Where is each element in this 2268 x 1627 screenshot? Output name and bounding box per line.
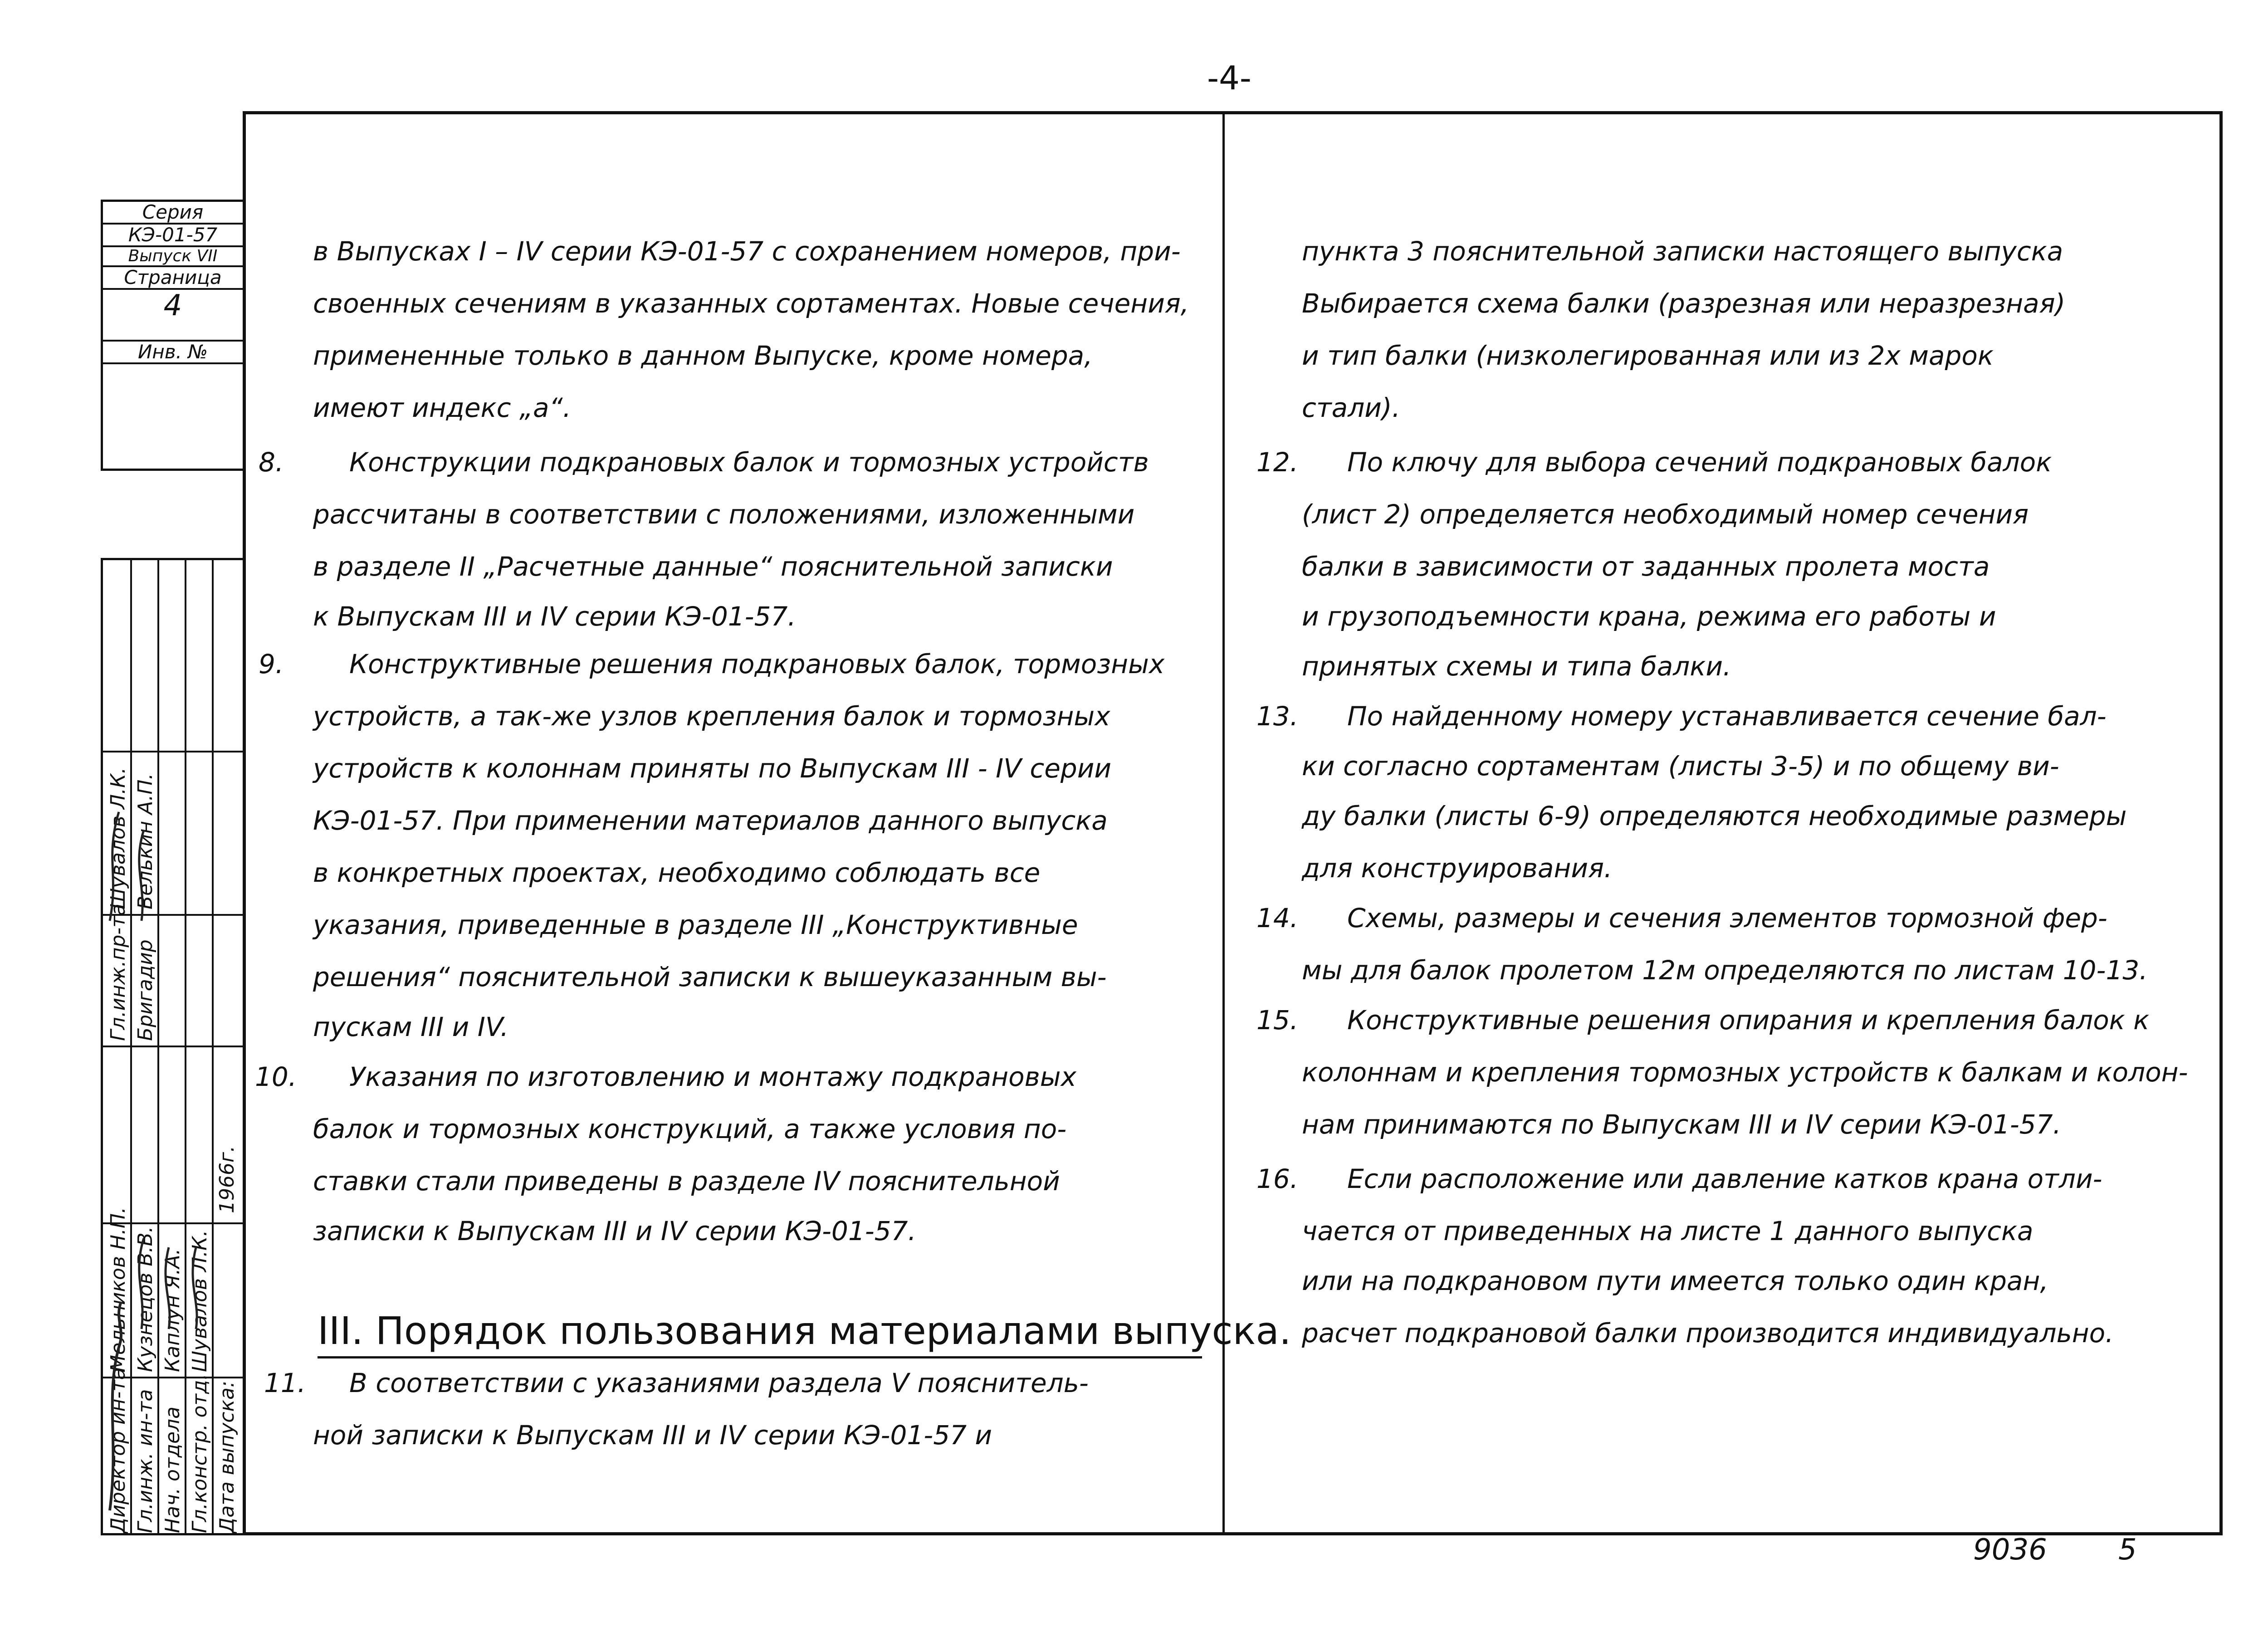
text-line: стали). (1302, 392, 1401, 423)
sheet-number: 5 (2118, 1533, 2137, 1567)
text-line: колоннам и крепления тормозных устройств к балкам и колон- (1302, 1057, 2188, 1088)
text-line: Конструктивные решения опирания и крепления балок к (1347, 1005, 2150, 1036)
stamp-upper-name: Шувалов Л.К. (107, 767, 130, 909)
text-line: для конструирования. (1302, 853, 1613, 884)
text-line: Указания по изготовлению и монтажу подкрановых (349, 1061, 1076, 1092)
signature-scribbles (101, 558, 243, 1535)
text-line: По ключу для выбора сечений подкрановых балок (1347, 447, 2052, 478)
text-line: ной записки к Выпускам III и IV серии КЭ-01-57 и (313, 1420, 992, 1451)
page-label: Страница (103, 267, 243, 290)
text-line: пускам III и IV. (313, 1011, 509, 1042)
item-number: 12. (1256, 447, 1299, 478)
text-line: Конструкции подкрановых балок и тормозных устройств (349, 447, 1149, 478)
stamp-role: Дата выпуска: (215, 1381, 239, 1533)
item-number: 15. (1256, 1005, 1299, 1036)
text-line: в конкретных проектах, необходимо соблюдать все (313, 857, 1041, 888)
text-line: пункта 3 пояснительной записки настоящего выпуска (1302, 236, 2063, 267)
text-line: По найденному номеру устанавливается сечение бал- (1347, 701, 2107, 732)
item-number: 13. (1256, 701, 1299, 732)
text-line: и грузоподъемности крана, режима его работы и (1302, 601, 1996, 632)
text-line: расчет подкрановой балки производится индивидуально. (1302, 1318, 2114, 1349)
page-value: 4 (103, 290, 243, 342)
text-line: ставки стали приведены в разделе IV пояснительной (313, 1166, 1060, 1197)
inventory-label: Инв. № (103, 342, 243, 364)
text-line: ки согласно сортаментам (листы 3-5) и по общему ви- (1302, 751, 2059, 782)
text-line: и тип балки (низколегированная или из 2х марок (1302, 340, 1994, 371)
text-line: решения“ пояснительной записки к вышеуказанным вы- (313, 962, 1107, 992)
stamp-role: Гл.констр. отд. (188, 1373, 211, 1533)
text-line: Если расположение или давление катков крана отли- (1347, 1163, 2102, 1194)
series-value: КЭ-01-57 (103, 225, 243, 247)
stamp-role: Гл.инж. ин-та (134, 1389, 157, 1533)
text-line: рассчитаны в соответствии с положениями, изложенными (313, 499, 1135, 530)
text-line: балок и тормозных конструкций, а также условия по- (313, 1114, 1067, 1144)
text-line: ду балки (листы 6-9) определяются необходимые размеры (1302, 801, 2127, 831)
item-number: 11. (264, 1368, 306, 1398)
text-line: Выбирается схема балки (разрезная или неразрезная) (1302, 288, 2066, 319)
text-line: (лист 2) определяется необходимый номер сечения (1302, 499, 2029, 530)
text-line: чается от приведенных на листе 1 данного выпуска (1302, 1216, 2033, 1246)
section-heading: III. Порядок пользования материалами выпуска. (318, 1309, 1291, 1353)
series-label: Серия (103, 202, 243, 225)
text-line: имеют индекс „а“. (313, 392, 572, 423)
stamp-name: Кузнецов В.В. (134, 1226, 157, 1372)
text-line: или на подкрановом пути имеется только один кран, (1302, 1265, 2048, 1296)
text-line: записки к Выпускам III и IV серии КЭ-01-57. (313, 1216, 916, 1246)
text-line: устройств к колоннам приняты по Выпускам III - IV серии (313, 753, 1112, 784)
text-line: в Выпусках I – IV серии КЭ-01-57 с сохранением номеров, при- (313, 236, 1181, 267)
issue-label: Выпуск VII (103, 247, 243, 267)
text-line: Конструктивные решения подкрановых балок, тормозных (349, 649, 1165, 679)
text-line: примененные только в данном Выпуске, кроме номера, (313, 340, 1093, 371)
heading-underline (318, 1356, 1202, 1358)
text-line: КЭ-01-57. При применении материалов данного выпуска (313, 805, 1108, 836)
text-line: принятых схемы и типа балки. (1302, 651, 1731, 682)
title-block-empty (103, 364, 243, 469)
text-line: балки в зависимости от заданных пролета моста (1302, 551, 1990, 582)
text-line: нам принимаются по Выпускам III и IV серии КЭ-01-57. (1302, 1109, 2062, 1140)
stamp-upper-name: Велькин А.П. (134, 773, 157, 909)
item-number: 10. (255, 1061, 297, 1092)
stamp-date: 1966г. (215, 1145, 239, 1213)
text-line: В соответствии с указаниями раздела V пояснитель- (349, 1368, 1089, 1398)
text-line: к Выпускам III и IV серии КЭ-01-57. (313, 601, 796, 632)
text-line: своенных сечениям в указанных сортаментах. Новые сечения, (313, 288, 1189, 319)
stamp-upper-role: Гл.инж.пр-та (107, 904, 130, 1041)
item-number: 9. (259, 649, 284, 679)
text-line: указания, приведенные в разделе III „Конструктивные (313, 909, 1078, 940)
stamp-role: Директор ин-та (107, 1368, 130, 1533)
item-number: 16. (1256, 1163, 1299, 1194)
text-line: устройств, а так-же узлов крепления балок и тормозных (313, 701, 1110, 732)
page-number-top: -4- (1207, 59, 1251, 97)
item-number: 14. (1256, 903, 1299, 933)
title-block (101, 200, 243, 471)
text-line: в разделе II „Расчетные данные“ пояснительной записки (313, 551, 1113, 582)
item-number: 8. (259, 447, 284, 478)
stamp-name: Мельников Н.П. (107, 1207, 130, 1372)
text-line: мы для балок пролетом 12м определяются по листам 10-13. (1302, 955, 2148, 986)
stamp-role: Нач. отдела (161, 1406, 184, 1533)
text-line: Схемы, размеры и сечения элементов тормозной фер- (1347, 903, 2107, 933)
stamp-upper-role: Бригадир (134, 939, 157, 1041)
stamp-name: Каплун Я.А. (161, 1248, 184, 1372)
drawing-code: 9036 (1973, 1533, 2047, 1567)
stamp-name: Шувалов Л.К. (188, 1230, 211, 1372)
